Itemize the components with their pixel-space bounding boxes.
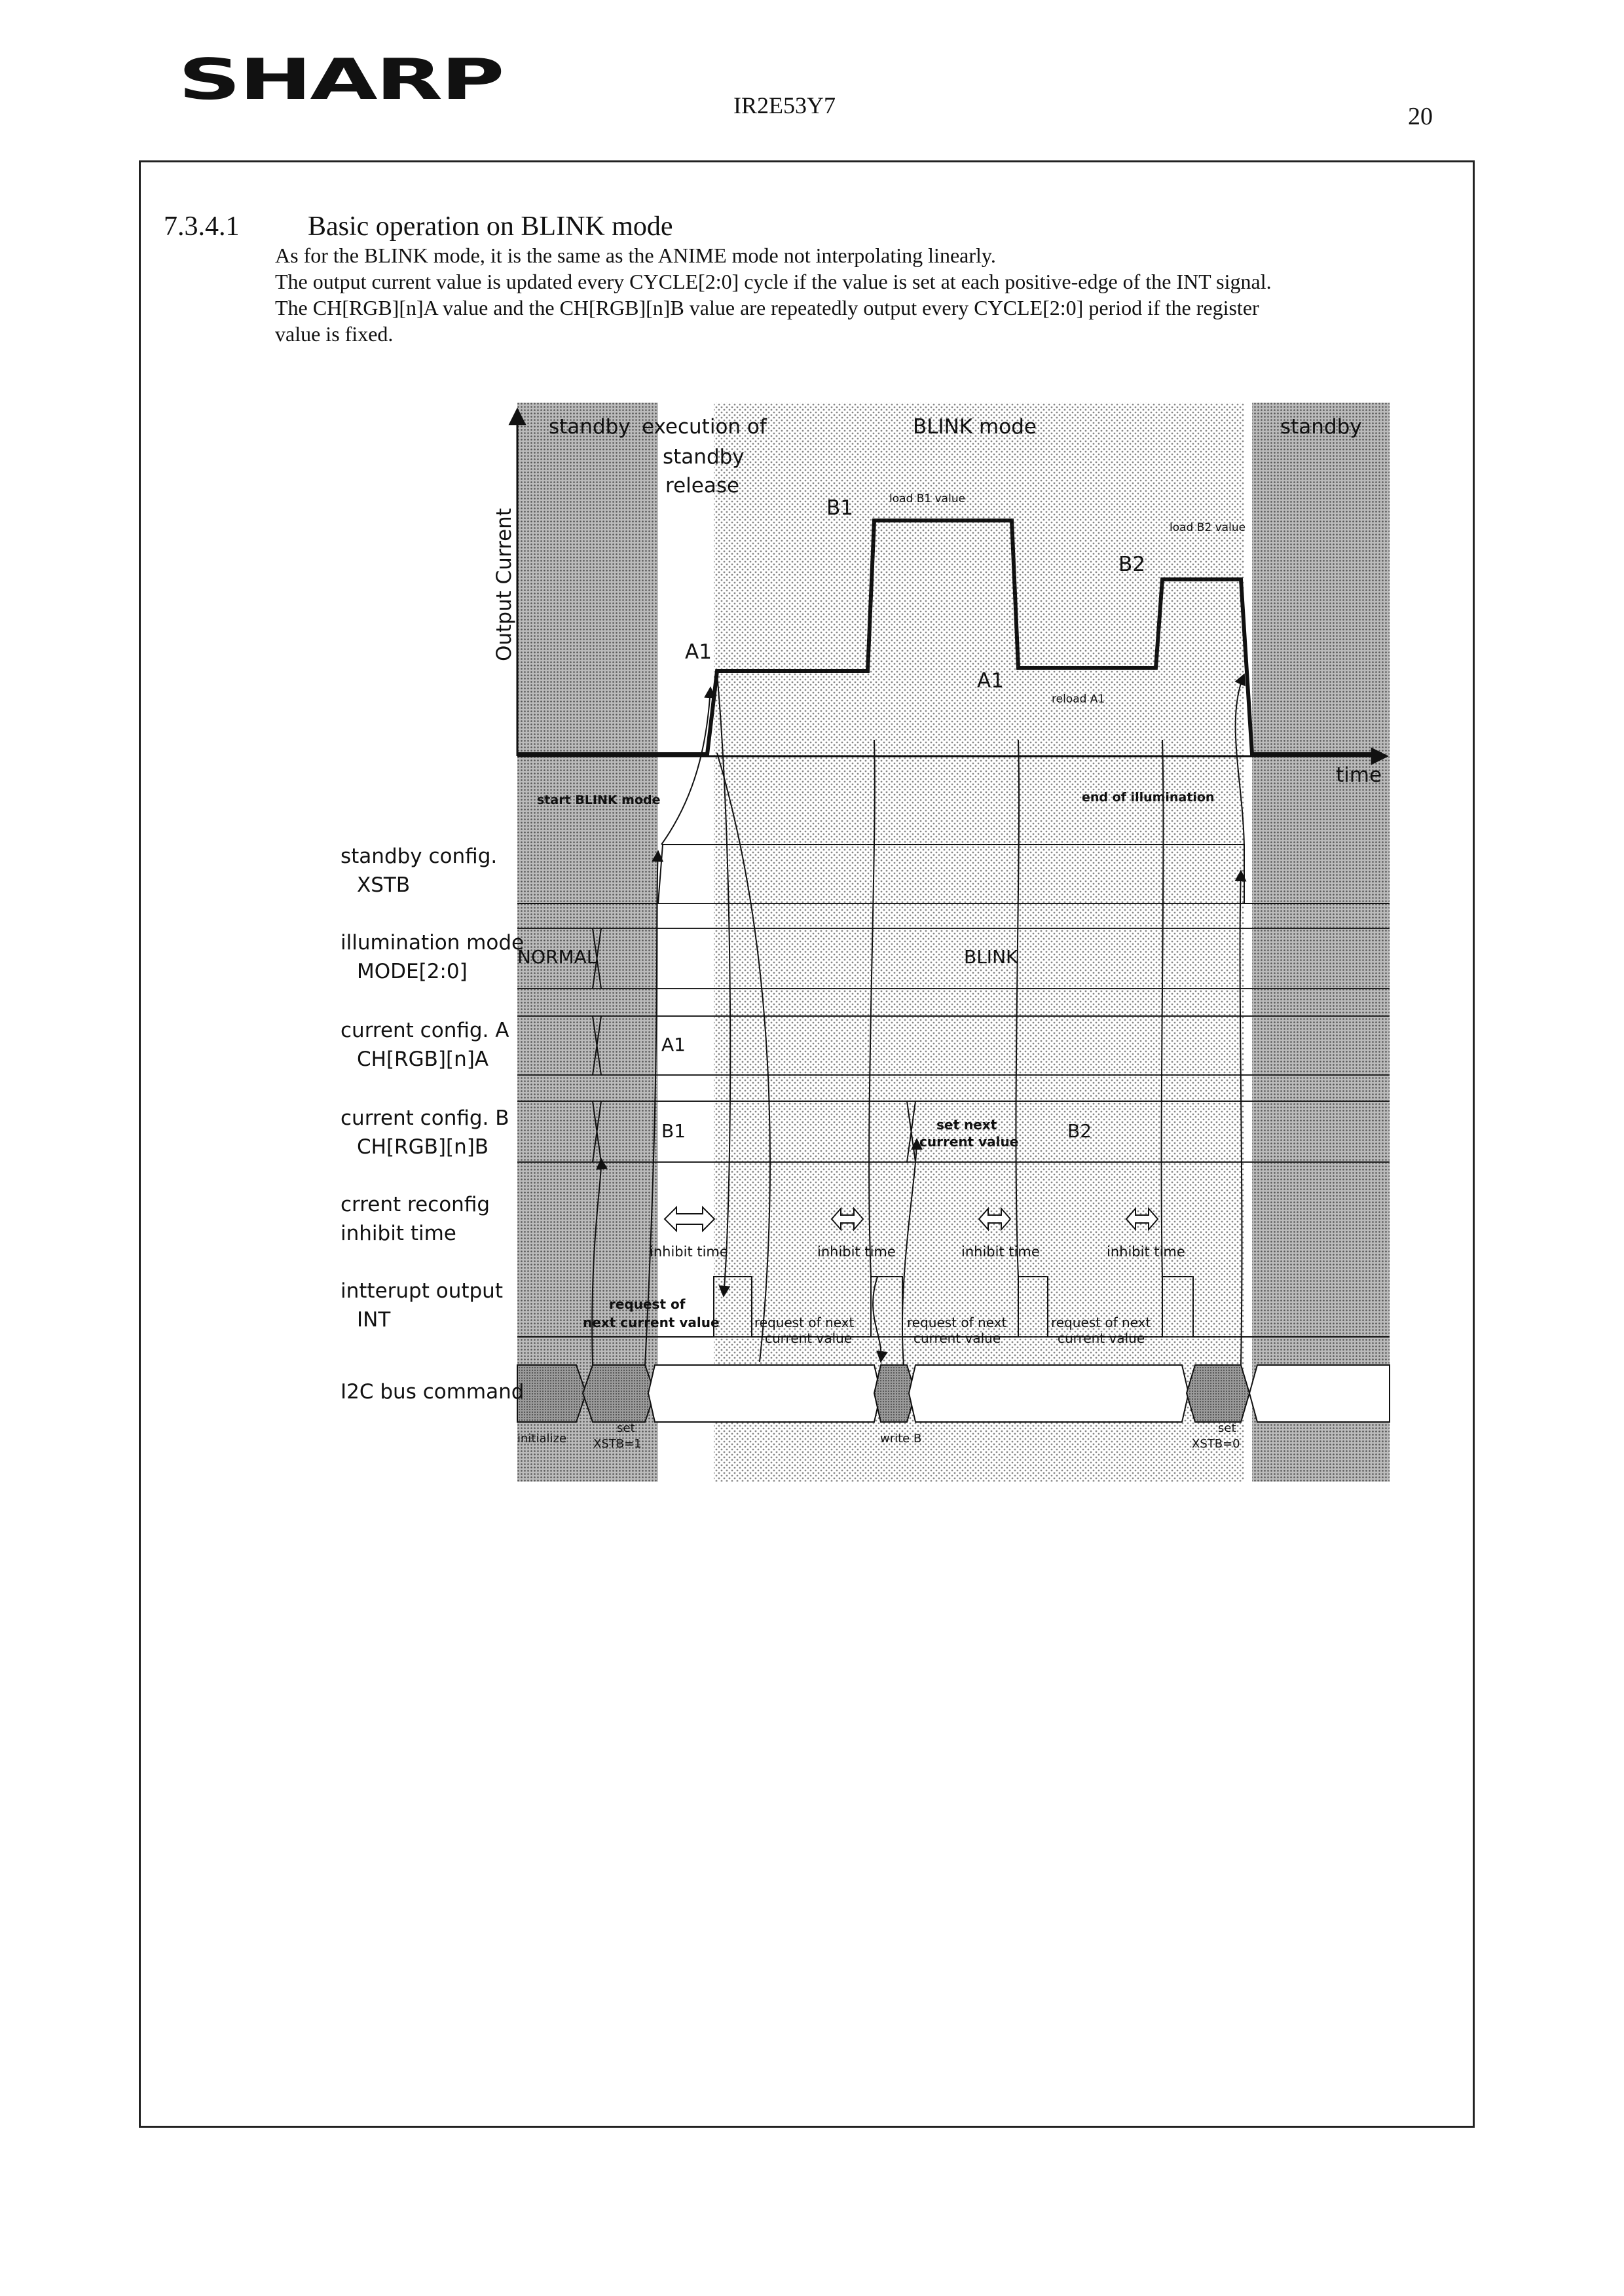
row-label-inhibit-2: inhibit time <box>341 1222 456 1245</box>
i2c-label-xstb0: XSTB=0 <box>1192 1437 1240 1451</box>
config-set-next-2: current value <box>919 1134 1019 1150</box>
int-label-next-2a: request of next <box>907 1315 1007 1330</box>
section-number: 7.3.4.1 <box>164 211 240 242</box>
inhibit-label-1: inhibit time <box>650 1244 728 1260</box>
row-label-inhibit-1: crrent reconfig <box>341 1193 490 1216</box>
phase-blink-mode: BLINK mode <box>913 415 1037 439</box>
y-axis-label: Output Current <box>492 508 516 661</box>
paragraph-1: As for the BLINK mode, it is the same as the ANIME mode not interpolating linearly. <box>275 244 996 267</box>
label-end-illumination: end of illumination <box>1082 790 1215 805</box>
phase-execution: execution of <box>642 415 767 439</box>
mode-normal: NORMAL <box>517 946 597 968</box>
config-b2: B2 <box>1067 1120 1092 1142</box>
row-label-config-a-1: current config. A <box>341 1019 509 1042</box>
i2c-label-xstb1: XSTB=1 <box>593 1437 642 1451</box>
int-label-next-1a: request of next <box>754 1315 855 1330</box>
i2c-label-set-2: set <box>1218 1421 1236 1435</box>
label-b1: B1 <box>826 496 853 520</box>
label-a1-first: A1 <box>685 640 712 664</box>
row-label-int-1: intterupt output <box>341 1279 503 1303</box>
label-a1-second: A1 <box>977 669 1004 693</box>
i2c-set-xstb1-block <box>583 1365 655 1422</box>
phase-standby-release-1: standby <box>663 445 745 469</box>
inhibit-label-2: inhibit time <box>817 1244 896 1260</box>
config-set-next-1: set next <box>936 1117 997 1133</box>
int-label-first-2: next current value <box>583 1315 720 1330</box>
row-label-mode-2: MODE[2:0] <box>357 960 468 983</box>
label-b2: B2 <box>1118 553 1145 576</box>
i2c-label-initialize: initialize <box>517 1432 567 1446</box>
int-label-first-1: request of <box>609 1296 686 1312</box>
int-label-next-2b: current value <box>913 1330 1001 1346</box>
i2c-set-xstb0-block <box>1187 1365 1249 1422</box>
label-load-b2: load B2 value <box>1170 521 1246 534</box>
row-label-mode-1: illumination mode <box>341 931 525 955</box>
standby-region-right <box>1252 403 1390 1482</box>
row-label-config-b-2: CH[RGB][n]B <box>357 1135 489 1159</box>
phase-standby-left: standby <box>549 415 631 439</box>
int-label-next-3a: request of next <box>1051 1315 1151 1330</box>
phase-standby-right: standby <box>1280 415 1362 439</box>
row-label-xstb-1: standby config. <box>341 845 498 868</box>
row-label-i2c: I2C bus command <box>341 1380 525 1404</box>
x-axis-label: time <box>1336 763 1382 787</box>
sharp-logo: SHARP <box>178 47 503 113</box>
config-a1: A1 <box>661 1034 686 1055</box>
paragraph-2: The output current value is updated every CYCLE[2:0] cycle if the value is set at each positive-edge of the INT signal. <box>275 270 1272 293</box>
mode-blink: BLINK <box>964 946 1018 968</box>
row-label-config-b-1: current config. B <box>341 1106 509 1130</box>
row-label-xstb-2: XSTB <box>357 873 411 897</box>
label-load-b1: load B1 value <box>889 492 966 505</box>
label-reload-a1: reload A1 <box>1052 693 1105 706</box>
int-label-next-1b: current value <box>765 1330 853 1346</box>
int-label-next-3b: current value <box>1058 1330 1145 1346</box>
row-label-config-a-2: CH[RGB][n]A <box>357 1048 489 1071</box>
i2c-label-set-1: set <box>617 1421 635 1435</box>
phase-standby-release-2: release <box>665 474 740 498</box>
section-title: Basic operation on BLINK mode <box>308 211 673 242</box>
config-b1: B1 <box>661 1120 686 1142</box>
i2c-initialize-block <box>517 1365 586 1422</box>
inhibit-label-4: inhibit time <box>1107 1244 1185 1260</box>
page-number: 20 <box>1408 103 1433 130</box>
i2c-label-write-b: write B <box>880 1432 922 1446</box>
row-label-int-2: INT <box>357 1308 391 1332</box>
inhibit-label-3: inhibit time <box>961 1244 1040 1260</box>
document-id: IR2E53Y7 <box>733 92 836 118</box>
paragraph-3: The CH[RGB][n]A value and the CH[RGB][n]B value are repeatedly output every CYCLE[2:0] period if the register <box>275 296 1259 319</box>
label-start-blink: start BLINK mode <box>537 793 661 807</box>
paragraph-4: value is fixed. <box>275 322 394 346</box>
